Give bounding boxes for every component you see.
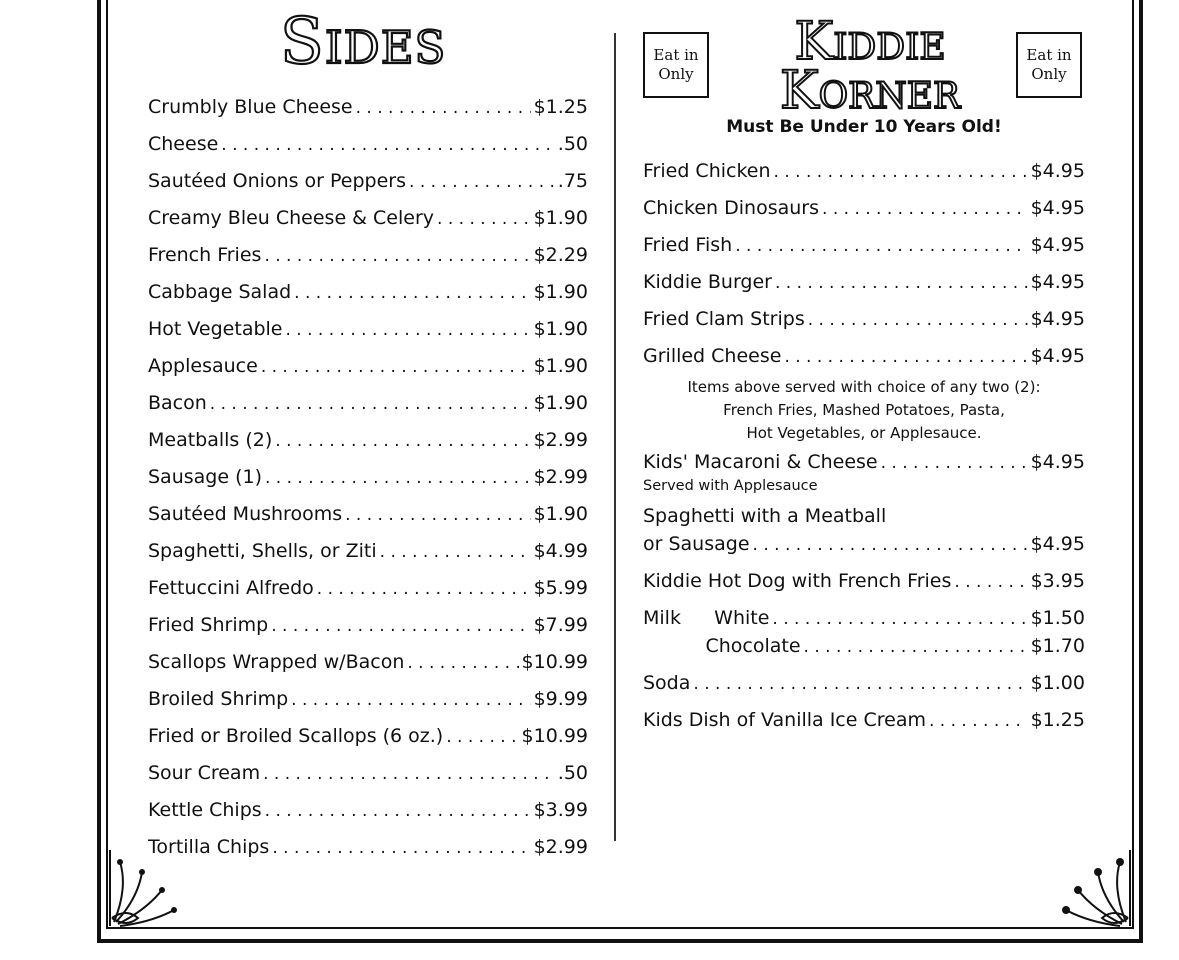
item-price: .50 [557, 133, 588, 155]
leader-dots [804, 637, 1028, 657]
note-line: French Fries, Mashed Potatoes, Pasta, [723, 401, 1005, 419]
leader-dots [784, 347, 1027, 367]
sides-choice-note [643, 376, 1085, 445]
leader-dots [693, 674, 1027, 694]
menu-item-row [643, 160, 1085, 197]
leader-dots [380, 542, 531, 562]
menu-item-row [148, 170, 588, 207]
item-price: $9.99 [533, 688, 588, 710]
leader-dots [210, 394, 531, 414]
menu-item-row [148, 725, 588, 762]
leader-dots [954, 572, 1027, 592]
item-price: $2.99 [533, 466, 588, 488]
item-price: $3.99 [533, 799, 588, 821]
item-name: Fried Clam Strips [643, 308, 805, 330]
menu-item-row [643, 308, 1085, 345]
menu-item-row [643, 234, 1085, 271]
item-name: Creamy Bleu Cheese & Celery [148, 207, 435, 229]
item-variant: White [714, 607, 770, 629]
item-price: $4.95 [1030, 160, 1085, 182]
note-line: Items above served with choice of any two (2): [687, 378, 1041, 396]
item-price: $7.99 [533, 614, 588, 636]
kiddie-list [643, 160, 1085, 746]
menu-item-row [148, 355, 588, 392]
menu-item-row [148, 207, 588, 244]
badge-text: Eat in Only [1026, 45, 1072, 83]
leader-dots [437, 209, 531, 229]
item-price: $1.90 [533, 318, 588, 340]
item-name: Chicken Dinosaurs [643, 197, 820, 219]
menu-item-row [148, 244, 588, 281]
item-name: Cabbage Salad [148, 281, 292, 303]
leader-dots [822, 199, 1028, 219]
leader-dots [345, 505, 530, 525]
leader-dots [271, 616, 530, 636]
menu-item-row [148, 836, 588, 873]
item-name: Sautéed Mushrooms [148, 503, 343, 525]
item-price: $3.95 [1030, 570, 1085, 592]
item-price: $1.25 [1030, 709, 1085, 731]
item-variant: Chocolate [705, 635, 801, 657]
menu-item-row [148, 281, 588, 318]
leader-dots [735, 236, 1027, 256]
item-name: Fried Chicken [643, 160, 771, 182]
item-name: Cheese [148, 133, 219, 155]
item-price: $4.95 [1030, 308, 1085, 330]
item-price: $1.90 [533, 281, 588, 303]
eat-in-only-badge [643, 32, 709, 98]
item-price: .75 [557, 170, 588, 192]
menu-item-row [148, 466, 588, 503]
leader-dots [265, 801, 531, 821]
leader-dots [264, 246, 530, 266]
menu-item-row [643, 672, 1085, 709]
item-price: $1.70 [1030, 635, 1085, 657]
note-line: Hot Vegetables, or Applesauce. [746, 424, 982, 442]
menu-item-row [148, 96, 588, 133]
leader-dots [409, 172, 555, 192]
leader-dots [356, 98, 531, 118]
item-price: $1.50 [1030, 607, 1085, 629]
kiddie-korner-title [735, 12, 1005, 122]
item-price: $5.99 [533, 577, 588, 599]
menu-item-row [148, 614, 588, 651]
menu-item-row [148, 392, 588, 429]
item-price: .50 [557, 762, 588, 784]
item-price: $1.90 [533, 392, 588, 414]
item-price: $10.99 [521, 651, 588, 673]
item-price: $4.95 [1030, 345, 1085, 367]
item-price: $1.90 [533, 207, 588, 229]
item-price: $1.90 [533, 503, 588, 525]
leader-dots [772, 609, 1027, 629]
leader-dots [881, 453, 1028, 473]
item-name: Hot Vegetable [148, 318, 283, 340]
item-name: Sausage (1) [148, 466, 262, 488]
menu-item-row [148, 799, 588, 836]
item-name: Applesauce [148, 355, 258, 377]
eat-in-only-badge [1016, 32, 1082, 98]
item-name-cont: or Sausage [643, 533, 750, 555]
menu-item-row [148, 762, 588, 799]
item-name: Sautéed Onions or Peppers [148, 170, 407, 192]
item-name: French Fries [148, 244, 262, 266]
menu-item-row [148, 577, 588, 614]
leader-dots [221, 135, 555, 155]
menu-item-row [643, 505, 1085, 570]
item-price: $4.95 [1030, 271, 1085, 293]
leader-dots [261, 357, 531, 377]
item-name: Sour Cream [148, 762, 261, 784]
leader-dots [285, 320, 530, 340]
item-name: Bacon [148, 392, 207, 414]
item-name: Kettle Chips [148, 799, 262, 821]
menu-item-row [148, 318, 588, 355]
item-price: $2.29 [533, 244, 588, 266]
item-price: $1.90 [533, 355, 588, 377]
item-name: Kids Dish of Vanilla Ice Cream [643, 709, 926, 731]
badge-text: Eat in Only [653, 45, 699, 83]
item-price: $4.95 [1030, 451, 1085, 473]
age-requirement: Must Be Under 10 Years Old! [726, 117, 1002, 137]
item-price: $1.25 [533, 96, 588, 118]
item-price: $10.99 [521, 725, 588, 747]
item-name: Fried Fish [643, 234, 733, 256]
item-price: $1.00 [1030, 672, 1085, 694]
item-name: Kiddie Burger [643, 271, 772, 293]
menu-item-row [148, 429, 588, 466]
leader-dots [291, 690, 530, 710]
leader-dots [275, 431, 530, 451]
item-note: Served with Applesauce [643, 478, 818, 494]
menu-item-row [148, 133, 588, 170]
leader-dots [294, 283, 530, 303]
leader-dots [775, 273, 1028, 293]
menu-item-row [148, 540, 588, 577]
leader-dots [808, 310, 1028, 330]
leader-dots [265, 468, 531, 488]
item-name: Meatballs (2) [148, 429, 273, 451]
leader-dots [272, 838, 530, 858]
menu-item-row [643, 607, 1085, 635]
item-name: Fettuccini Alfredo [148, 577, 314, 599]
sides-list [148, 96, 588, 873]
leader-dots [263, 764, 555, 784]
item-name: Fried or Broiled Scallops (6 oz.) [148, 725, 444, 747]
item-price: $4.99 [533, 540, 588, 562]
leader-dots [929, 711, 1028, 731]
item-name: Milk [643, 607, 681, 629]
item-name: Scallops Wrapped w/Bacon [148, 651, 405, 673]
column-divider [614, 33, 616, 841]
item-name: Tortilla Chips [148, 836, 270, 858]
leader-dots [753, 535, 1028, 555]
item-price: $4.95 [1030, 197, 1085, 219]
item-name: Fried Shrimp [148, 614, 269, 636]
kiddie-title-line2: Korner [779, 61, 961, 122]
item-name: Kiddie Hot Dog with French Fries [643, 570, 952, 592]
menu-item-row [643, 635, 1085, 663]
item-name: Crumbly Blue Cheese [148, 96, 353, 118]
item-name: Spaghetti, Shells, or Ziti [148, 540, 377, 562]
menu-item-row [148, 503, 588, 540]
item-name: Kids' Macaroni & Cheese [643, 451, 878, 473]
leader-dots [317, 579, 531, 599]
menu-item-row [643, 709, 1085, 746]
kiddie-title-line1: Kiddie [794, 12, 946, 72]
item-name: Soda [643, 672, 691, 694]
item-price: $4.95 [1030, 234, 1085, 256]
menu-item-row [148, 688, 588, 725]
menu-item-row [643, 271, 1085, 308]
item-price: $2.99 [533, 836, 588, 858]
item-name: Spaghetti with a Meatball [643, 505, 887, 527]
sides-title: Sides [280, 5, 447, 79]
item-price: $4.95 [1030, 533, 1085, 555]
leader-dots [774, 162, 1028, 182]
item-price: $2.99 [533, 429, 588, 451]
item-name: Grilled Cheese [643, 345, 782, 367]
menu-item-row [643, 570, 1085, 607]
fan-ornament-icon [1052, 848, 1132, 928]
menu-item-row [643, 197, 1085, 234]
leader-dots [407, 653, 518, 673]
menu-item-row [148, 651, 588, 688]
item-name: Broiled Shrimp [148, 688, 289, 710]
leader-dots [446, 727, 518, 747]
